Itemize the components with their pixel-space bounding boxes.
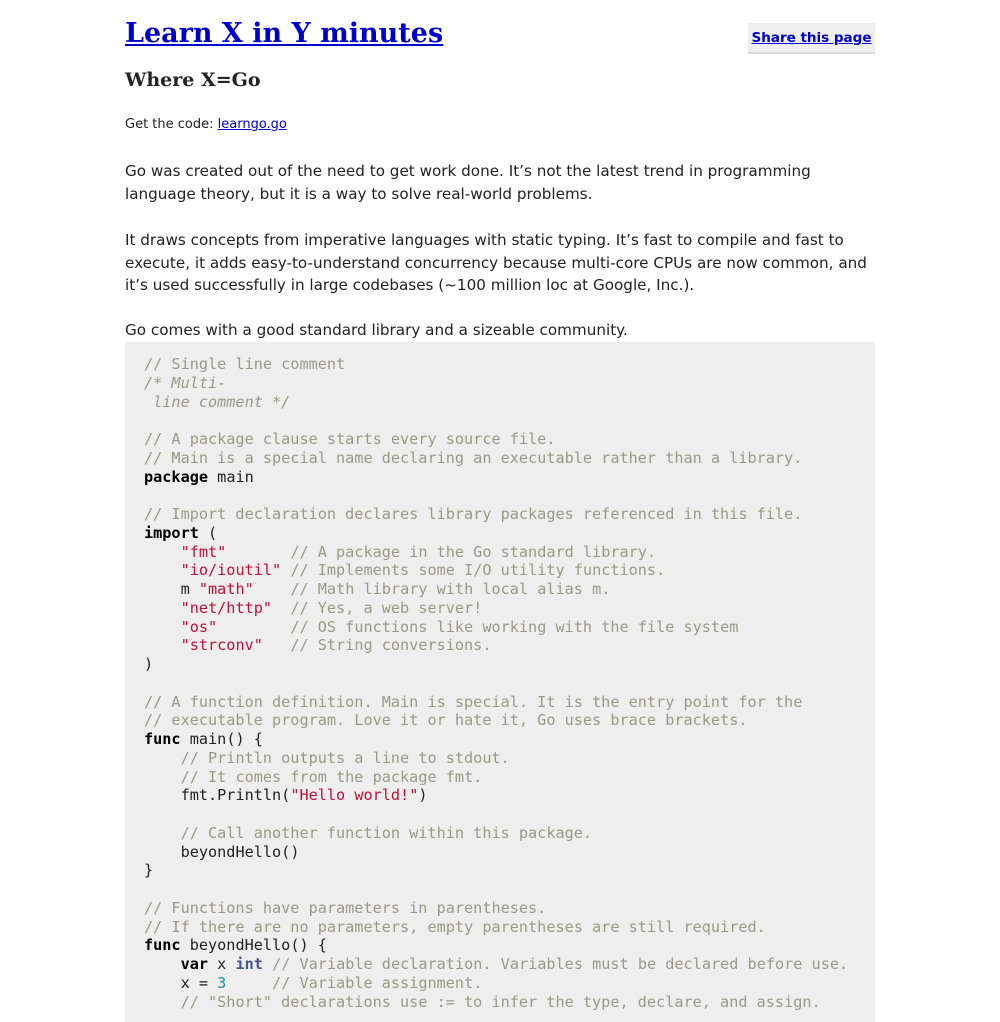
- code-keyword: var: [180, 955, 209, 973]
- code-comment: // Single line comment: [144, 355, 346, 373]
- site-title-link[interactable]: Learn X in Y minutes: [125, 18, 444, 49]
- code-content: // Single line comment /* Multi- line comment */ // A package clause starts every source file. // Main is a special name declaring an executable rather than a library. package main // Import declaration declares library packages referenced in this file. import ( "fmt" // A package in the Go standard library. "io/ioutil" // Implements some I/O utility functions. m "math" // Math library with local alias m. "net/http" // Yes, a web server! "os" // OS functions like working with the file system "strconv" // String conversions. ) // A function definition. Main is special. It is the entry point for the // executable program. Love it or hate it, Go uses brace brackets. func main() { // Println outputs a line to stdout. // It comes from the package fmt. fmt.Println("Hello world!") // Call another function within this package. beyondHello() } // Functions have parameters in parentheses. // If there are no parameters, empty parentheses are still required. func beyondHello() { var x int // Variable declaration. Variables must be declared before use. x = 3 // Variable assignment. // "Short" declarations use := to infer the type, declare, and assign.: [144, 355, 849, 1011]
- code-identifier: beyondHello: [189, 936, 291, 955]
- code-string: "strconv": [180, 636, 263, 655]
- code-identifier: beyondHello: [180, 842, 282, 861]
- code-comment: // A package clause starts every source file.: [144, 430, 556, 448]
- code-identifier: m: [180, 580, 190, 598]
- code-string: "net/http": [180, 598, 273, 617]
- code-block: [125, 342, 875, 1022]
- code-comment: // Variable declaration. Variables must be declared before use.: [272, 955, 849, 973]
- code-keyword: func: [144, 730, 181, 748]
- code-identifier: x: [217, 955, 227, 973]
- code-comment: // Println outputs a line to stdout.: [180, 748, 510, 767]
- code-comment: // Main is a special name declaring an executable rather than a library.: [144, 448, 803, 467]
- code-string: "Hello world!": [290, 786, 419, 805]
- code-identifier: x: [180, 973, 190, 992]
- intro-paragraph: It draws concepts from imperative languages with static typing. It’s fast to compile and fast to execute, it adds easy-to-understand concurrency because multi-core CPUs are now common, and it’s used successfully in large codebases (~100 million loc at Google, Inc.).: [125, 231, 867, 294]
- code-type: int: [235, 955, 263, 973]
- code-comment: // executable program. Love it or hate it, Go uses brace brackets.: [144, 711, 748, 730]
- code-string: "math": [198, 580, 254, 598]
- code-identifier: main: [189, 730, 227, 748]
- code-comment: // Import declaration declares library packages referenced in this file.: [144, 505, 803, 523]
- code-comment: // Variable assignment.: [272, 973, 483, 992]
- code-comment: line comment */: [144, 392, 291, 411]
- intro-paragraph: Go was created out of the need to get work done. It’s not the latest trend in programming language theory, but it is a way to solve real-world problems.: [125, 162, 811, 203]
- code-keyword: func: [144, 936, 181, 955]
- code-comment: // OS functions like working with the file system: [290, 617, 739, 636]
- code-comment: // Yes, a web server!: [290, 598, 483, 617]
- code-comment: // String conversions.: [290, 636, 492, 655]
- code-comment: // A package in the Go standard library.: [290, 542, 657, 561]
- code-keyword: package: [144, 467, 209, 486]
- code-comment: // Math library with local alias m.: [290, 580, 611, 598]
- code-comment: // A function definition. Main is special. It is the entry point for the: [144, 692, 803, 711]
- site-title: [125, 16, 443, 52]
- code-keyword: import: [144, 523, 199, 542]
- share-button[interactable]: Share this page: [748, 23, 875, 54]
- code-string: "fmt": [180, 542, 227, 561]
- code-comment: // If there are no parameters, empty parentheses are still required.: [144, 917, 766, 936]
- code-comment: // Call another function within this package.: [180, 823, 593, 842]
- code-comment: // Functions have parameters in parentheses.: [144, 898, 547, 917]
- code-comment: /* Multi-: [144, 373, 227, 392]
- code-comment: // Implements some I/O utility functions.: [290, 561, 666, 580]
- code-string: "io/ioutil": [180, 561, 282, 580]
- intro-paragraph: Go comes with a good standard library and a sizeable community.: [125, 321, 628, 339]
- code-comment: // "Short" declarations use := to infer the type, declare, and assign.: [180, 992, 821, 1011]
- get-code-line: [125, 115, 287, 135]
- get-code-label: Get the code:: [125, 117, 218, 132]
- code-string: "os": [180, 617, 218, 636]
- page-subtitle: Where X=Go: [125, 69, 261, 91]
- code-comment: // It comes from the package fmt.: [180, 767, 483, 786]
- code-identifier: fmt.Println: [180, 786, 282, 805]
- code-number: 3: [217, 973, 227, 992]
- code-identifier: main: [217, 467, 254, 486]
- get-code-link[interactable]: learngo.go: [217, 117, 287, 132]
